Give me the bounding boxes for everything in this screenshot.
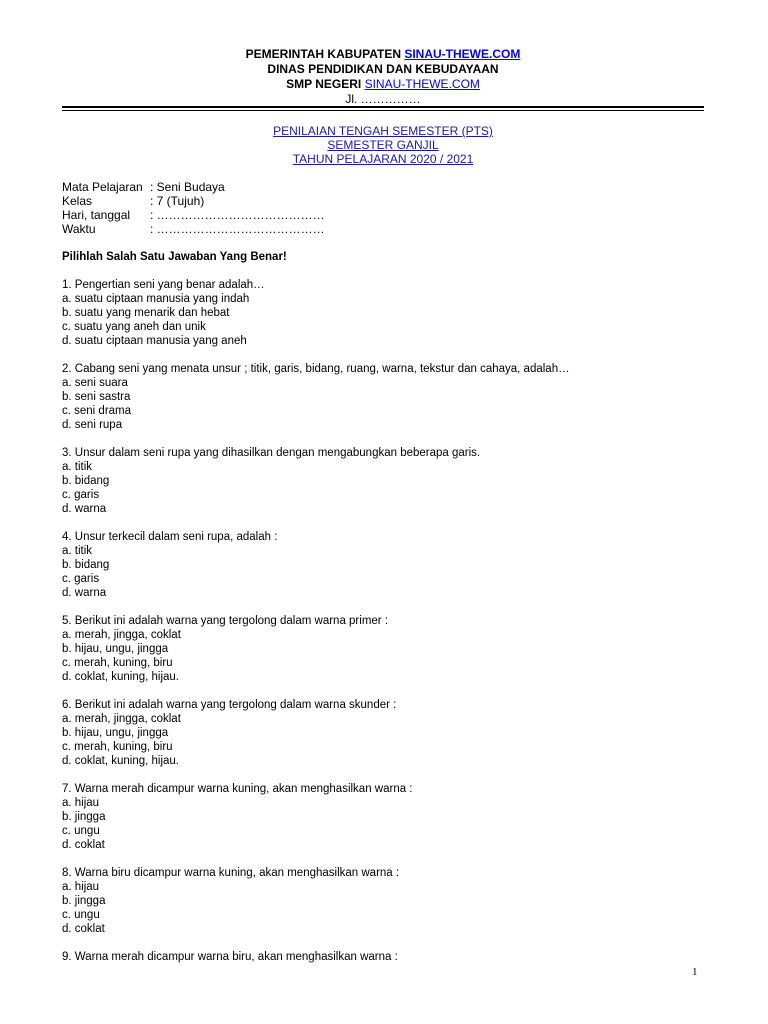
- question-option: b. hijau, ungu, jingga: [62, 727, 169, 739]
- question-text: 7. Warna merah dicampur warna kuning, akan menghasilkan warna :: [62, 783, 413, 795]
- question-option: a. seni suara: [62, 377, 128, 389]
- question-option: c. merah, kuning, biru: [62, 657, 173, 669]
- question-option: b. bidang: [62, 559, 110, 571]
- question-option: d. coklat, kuning, hijau.: [62, 671, 179, 683]
- info-row: [62, 222, 325, 236]
- page-number: 1: [692, 966, 698, 978]
- question-option: b. jingga: [62, 811, 106, 823]
- question-9: [62, 950, 704, 964]
- question-option: c. ungu: [62, 909, 100, 921]
- question-5: [62, 614, 704, 684]
- exam-title: PENILAIAN TENGAH SEMESTER (PTS): [273, 124, 493, 138]
- question-option: a. merah, jingga, coklat: [62, 629, 181, 641]
- info-value: : ……………………………………: [150, 208, 325, 222]
- info-label: Mata Pelajaran: [62, 180, 143, 194]
- question-option: a. hijau: [62, 881, 100, 893]
- question-text: 5. Berikut ini adalah warna yang tergolong dalam warna primer :: [62, 615, 389, 627]
- question-7: [62, 782, 704, 852]
- question-option: d. suatu ciptaan manusia yang aneh: [62, 335, 247, 347]
- info-value: : ……………………………………: [150, 222, 325, 236]
- question-option: c. merah, kuning, biru: [62, 741, 173, 753]
- question-text: 3. Unsur dalam seni rupa yang dihasilkan dengan mengabungkan beberapa garis.: [62, 447, 481, 459]
- question-text: 6. Berikut ini adalah warna yang tergolong dalam warna skunder :: [62, 699, 397, 711]
- question-option: c. garis: [62, 573, 100, 585]
- info-value: : Seni Budaya: [150, 180, 225, 194]
- question-option: b. bidang: [62, 475, 110, 487]
- letterhead: [62, 47, 704, 107]
- exam-semester: SEMESTER GANJIL: [327, 138, 439, 152]
- header-rule-thin: [62, 110, 704, 111]
- question-text: 2. Cabang seni yang menata unsur ; titik, garis, bidang, ruang, warna, tekstur dan cahaya, adalah…: [62, 363, 570, 375]
- question-option: d. coklat: [62, 923, 105, 935]
- question-list: [62, 278, 704, 978]
- instruction: Pilihlah Salah Satu Jawaban Yang Benar!: [62, 251, 287, 263]
- question-option: c. seni drama: [62, 405, 132, 417]
- government-link[interactable]: SINAU-THEWE.COM: [404, 47, 521, 61]
- school-link[interactable]: SINAU-THEWE.COM: [364, 77, 480, 91]
- address-line: Jl. ……………: [345, 92, 421, 106]
- question-option: d. warna: [62, 587, 107, 599]
- question-option: c. suatu yang aneh dan unik: [62, 321, 206, 333]
- question-3: [62, 446, 704, 516]
- question-option: a. suatu ciptaan manusia yang indah: [62, 293, 250, 305]
- info-row: [62, 208, 325, 222]
- question-option: a. titik: [62, 545, 93, 557]
- info-label: Hari, tanggal: [62, 208, 131, 222]
- question-option: a. hijau: [62, 797, 100, 809]
- question-text: 8. Warna biru dicampur warna kuning, akan menghasilkan warna :: [62, 867, 400, 879]
- info-label: Waktu: [62, 222, 96, 236]
- question-option: b. jingga: [62, 895, 106, 907]
- question-option: b. seni sastra: [62, 391, 131, 403]
- exam-year: TAHUN PELAJARAN 2020 / 2021: [292, 152, 474, 166]
- school-line: SMP NEGERI SINAU-THEWE.COM: [286, 77, 480, 91]
- header-rule-thick: [62, 106, 704, 108]
- department-line: DINAS PENDIDIKAN DAN KEBUDAYAAN: [267, 62, 499, 76]
- question-text: 4. Unsur terkecil dalam seni rupa, adalah :: [62, 531, 278, 543]
- question-option: d. seni rupa: [62, 419, 123, 431]
- question-option: c. garis: [62, 489, 100, 501]
- question-text: 9. Warna merah dicampur warna biru, akan menghasilkan warna :: [62, 951, 398, 963]
- question-text: 1. Pengertian seni yang benar adalah…: [62, 279, 265, 291]
- question-option: d. warna: [62, 503, 107, 515]
- question-option: d. coklat, kuning, hijau.: [62, 755, 179, 767]
- question-4: [62, 530, 704, 600]
- exam-info: [62, 180, 325, 236]
- question-option: a. merah, jingga, coklat: [62, 713, 181, 725]
- info-label: Kelas: [62, 194, 93, 208]
- question-option: b. suatu yang menarik dan hebat: [62, 307, 230, 319]
- exam-title-block: [62, 124, 704, 166]
- info-value: : 7 (Tujuh): [150, 194, 205, 208]
- info-row: [62, 194, 325, 208]
- question-1: [62, 278, 704, 348]
- question-8: [62, 866, 704, 936]
- question-option: b. hijau, ungu, jingga: [62, 643, 169, 655]
- question-option: d. coklat: [62, 839, 105, 851]
- question-option: a. titik: [62, 461, 93, 473]
- question-option: c. ungu: [62, 825, 100, 837]
- info-row: [62, 180, 325, 194]
- question-2: [62, 362, 704, 432]
- question-6: [62, 698, 704, 768]
- government-line: PEMERINTAH KABUPATEN SINAU-THEWE.COM: [245, 47, 521, 61]
